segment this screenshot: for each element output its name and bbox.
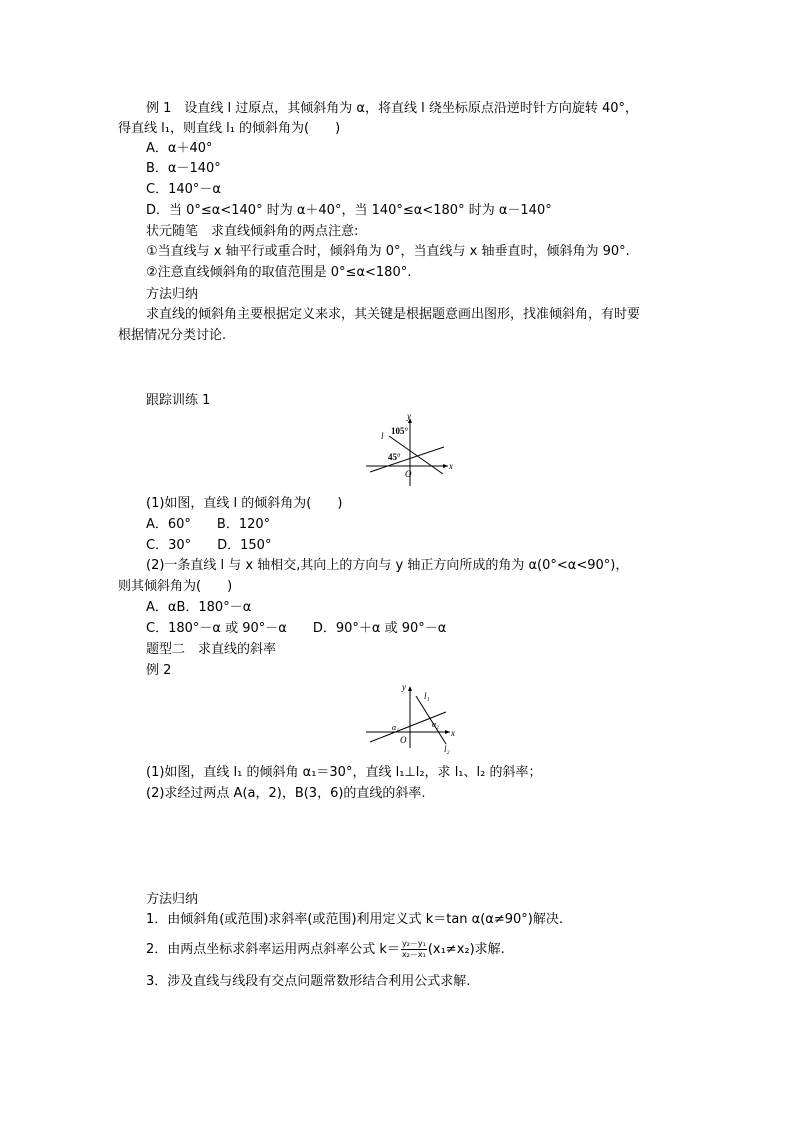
practice1-q2-options-ab: A．αB．180°－α — [146, 600, 252, 615]
fig2-l2-label: l₂ — [444, 744, 450, 754]
practice1-title: 跟踪训练 1 — [146, 393, 211, 408]
method1-line2: 根据情况分类讨论. — [118, 328, 227, 343]
notes-item-1: ①当直线与 x 轴平行或重合时，倾斜角为 0°，当直线与 x 轴垂直时，倾斜角为 90°. — [146, 244, 630, 259]
line-l2 — [416, 696, 446, 744]
fig1-origin-label: O — [405, 469, 412, 479]
practice1-q2-line2: 则其倾斜角为( ) — [118, 579, 233, 594]
fig1-angle-105-label: 105° — [391, 426, 409, 436]
example1-option-d: D．当 0°≤α<140° 时为 α＋40°，当 140°≤α<180° 时为 α－140° — [146, 203, 552, 218]
practice1-q1: (1)如图，直线 l 的倾斜角为( ) — [146, 496, 343, 511]
type2-example-label: 例 2 — [146, 663, 172, 678]
fig1-y-label: y — [407, 411, 411, 421]
fig2-alpha2-label: α₂ — [432, 720, 439, 729]
method2-item-2-prefix: 2．由两点坐标求斜率运用两点斜率公式 k＝ — [146, 942, 400, 957]
example2-q2: (2)求经过两点 A(a，2)，B(3，6)的直线的斜率. — [146, 786, 426, 801]
practice1-q1-options-cd: C．30° D．150° — [146, 538, 272, 553]
example1-line1: 例 1 设直线 l 过原点，其倾斜角为 α，将直线 l 绕坐标原点沿逆时针方向旋转 40°， — [146, 101, 639, 116]
practice1-q2-options-cd: C．180°－α 或 90°－α D．90°＋α 或 90°－α — [146, 621, 447, 636]
slope-fraction-numerator: y₂－y₁ — [401, 939, 426, 948]
fig2-l1-label: l₁ — [424, 691, 430, 701]
fig2-alpha1-label: α₁ — [392, 723, 399, 732]
practice1-q1-options-ab: A．60° B．120° — [146, 517, 271, 532]
example1-option-a: A．α＋40° — [146, 141, 213, 156]
method2-item-1: 1．由倾斜角(或范围)求斜率(或范围)利用定义式 k＝tan α(α≠90°)解决. — [146, 912, 564, 927]
example2-figure — [362, 682, 468, 754]
slope-fraction-denominator: x₂－x₁ — [401, 950, 426, 959]
notes-item-2: ②注意直线倾斜角的取值范围是 0°≤α<180°. — [146, 265, 412, 280]
practice1-q2-line1: (2)一条直线 l 与 x 轴相交,其向上的方向与 y 轴正方向所成的角为 α(0°<α<90°)， — [146, 558, 629, 573]
type2-title: 题型二 求直线的斜率 — [146, 642, 277, 657]
x-axis-arrow-icon — [445, 730, 450, 734]
slope-fraction — [401, 940, 427, 959]
fig1-x-label: x — [449, 461, 453, 471]
method2-item-3: 3．涉及直线与线段有交点问题常数形结合利用公式求解. — [146, 974, 471, 989]
example1-option-b: B．α－140° — [146, 161, 221, 176]
method1-title: 方法归纳 — [146, 287, 199, 302]
practice1-figure — [364, 410, 460, 488]
y-axis-arrow-icon — [408, 686, 412, 691]
method2-item-2 — [146, 940, 505, 959]
fig2-y-label: y — [402, 682, 406, 692]
example1-option-c: C．140°－α — [146, 182, 221, 197]
example1-line2: 得直线 l₁，则直线 l₁ 的倾斜角为( ) — [118, 121, 341, 136]
fig2-origin-label: O — [400, 735, 407, 745]
method2-title: 方法归纳 — [146, 892, 199, 907]
method2-item-2-suffix: (x₁≠x₂)求解. — [427, 942, 505, 957]
fig2-x-label: x — [451, 728, 455, 738]
fig1-line-l-label: l — [381, 431, 384, 441]
fig1-angle-45-label: 45° — [388, 452, 401, 462]
method1-line1: 求直线的倾斜角主要根据定义来求，其关键是根据题意画出图形，找准倾斜角，有时要 — [146, 307, 641, 322]
example2-q1: (1)如图，直线 l₁ 的倾斜角 α₁＝30°，直线 l₁⊥l₂，求 l₁、l₂ 的斜率； — [146, 765, 542, 780]
notes-title: 状元随笔 求直线倾斜角的两点注意: — [146, 224, 359, 239]
x-axis-arrow-icon — [443, 464, 448, 468]
